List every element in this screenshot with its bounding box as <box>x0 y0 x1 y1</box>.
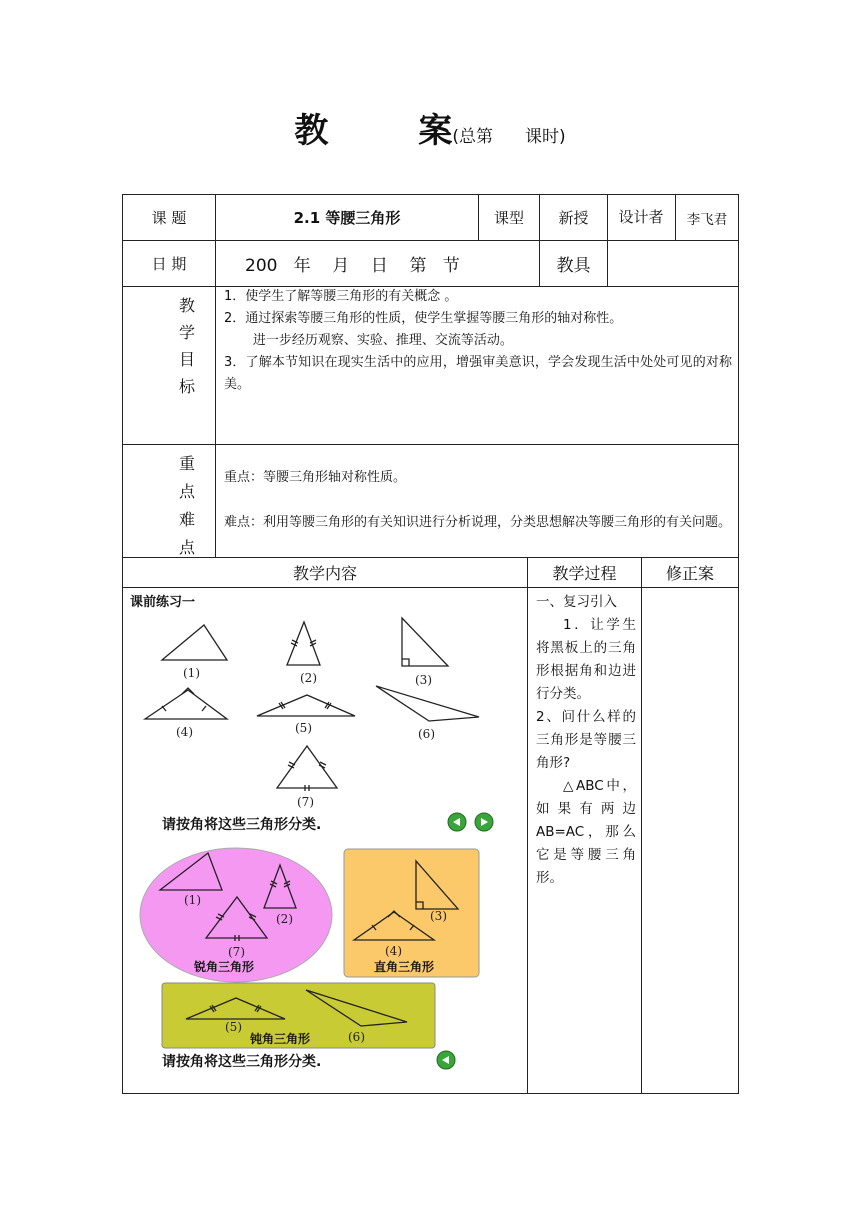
difficult-point: 难点：利用等腰三角形的有关知识进行分析说理，分类思想解决等腰三角形的有关问题。 <box>224 515 732 530</box>
objectives-list <box>224 286 732 396</box>
triangle-4 <box>145 690 227 719</box>
keypoints-label-char: 难 <box>178 510 195 529</box>
key-point: 重点：等腰三角形轴对称性质。 <box>224 470 407 485</box>
keypoints-label-char: 重 <box>178 454 195 473</box>
tri-label: (2) <box>300 671 317 685</box>
col-revise-header: 修正案 <box>665 564 714 583</box>
objectives-label <box>172 292 202 400</box>
process-line: 2、问什么样的三角形是等腰三角形? <box>536 709 636 771</box>
triangle-7 <box>277 746 337 788</box>
type-value: 新授 <box>558 209 589 227</box>
col-content-header: 教学内容 <box>292 564 357 583</box>
title-char-2: 案 <box>418 111 453 151</box>
objectives-label-char: 教 <box>178 296 195 315</box>
keypoints-label-char: 点 <box>178 482 195 501</box>
keypoints-label-char: 点 <box>178 538 195 557</box>
prev-nav-button[interactable] <box>448 813 466 831</box>
svg-text:(5): (5) <box>225 1020 242 1034</box>
col-process-header: 教学过程 <box>552 564 617 583</box>
objectives-label-char: 学 <box>178 323 195 342</box>
tri-label: (4) <box>176 725 193 739</box>
teaching-process <box>536 591 636 890</box>
triangle-5 <box>257 695 355 716</box>
topic-label: 课 题 <box>151 209 187 227</box>
nav-button[interactable] <box>437 1051 455 1069</box>
objective-item: 1．使学生了解等腰三角形的有关概念 。 <box>224 289 458 304</box>
obtuse-label: 钝角三角形 <box>250 1032 311 1046</box>
tri-label: (5) <box>295 721 312 735</box>
tri-label: (6) <box>418 727 435 741</box>
svg-text:(2): (2) <box>276 912 293 926</box>
date-value: 200 年 月 日 第 节 <box>245 256 460 276</box>
svg-text:(7): (7) <box>228 945 245 959</box>
objective-item: 3．了解本节知识在现实生活中的应用，增强审美意识，学会发现生活中处处可见的对称美。 <box>224 355 732 392</box>
title-char-1: 教 <box>294 111 329 151</box>
title-total: (总第 <box>452 127 493 147</box>
objectives-label-char: 标 <box>178 377 195 396</box>
page-title <box>0 103 860 152</box>
tri-label: (7) <box>297 795 314 809</box>
designer-label: 设计者 <box>618 208 664 226</box>
right-label: 直角三角形 <box>374 960 435 974</box>
instruction-text: 请按角将这些三角形分类. <box>162 817 322 833</box>
title-lesson: 课时) <box>525 127 566 147</box>
right-group <box>344 849 479 977</box>
tools-label: 教具 <box>556 256 591 276</box>
process-line: △ABC中，如果有两边AB=AC，那么它是等腰三角形。 <box>536 778 636 886</box>
svg-text:(4): (4) <box>385 944 402 958</box>
date-label: 日 期 <box>151 255 187 273</box>
exercise-title: 课前练习一 <box>130 595 196 610</box>
svg-text:(6): (6) <box>348 1030 365 1044</box>
svg-text:(1): (1) <box>184 893 201 907</box>
keypoints-label <box>172 450 202 562</box>
objective-item: 2．通过探索等腰三角形的性质，使学生掌握等腰三角形的轴对称性。 <box>224 311 623 326</box>
triangle-figure <box>124 605 524 1085</box>
svg-text:(3): (3) <box>430 909 447 923</box>
tri-label: (3) <box>415 673 432 687</box>
triangle-6 <box>376 686 479 721</box>
designer-value: 李飞君 <box>686 211 728 228</box>
objectives-label-char: 目 <box>178 350 195 369</box>
tri-label: (1) <box>183 666 200 680</box>
process-line: 一、复习引入 <box>536 594 617 610</box>
triangle-1 <box>162 625 227 660</box>
topic-value: 2.1 等腰三角形 <box>293 209 401 227</box>
process-line: 1．让学生将黑板上的三角形根据角和边进行分类。 <box>536 617 636 702</box>
next-nav-button[interactable] <box>475 813 493 831</box>
type-label: 课型 <box>493 209 524 227</box>
instruction-text-2: 请按角将这些三角形分类. <box>162 1054 322 1070</box>
objective-item: 进一步经历观察、实验、推理、交流等活动。 <box>224 333 513 348</box>
acute-label: 锐角三角形 <box>194 960 255 974</box>
